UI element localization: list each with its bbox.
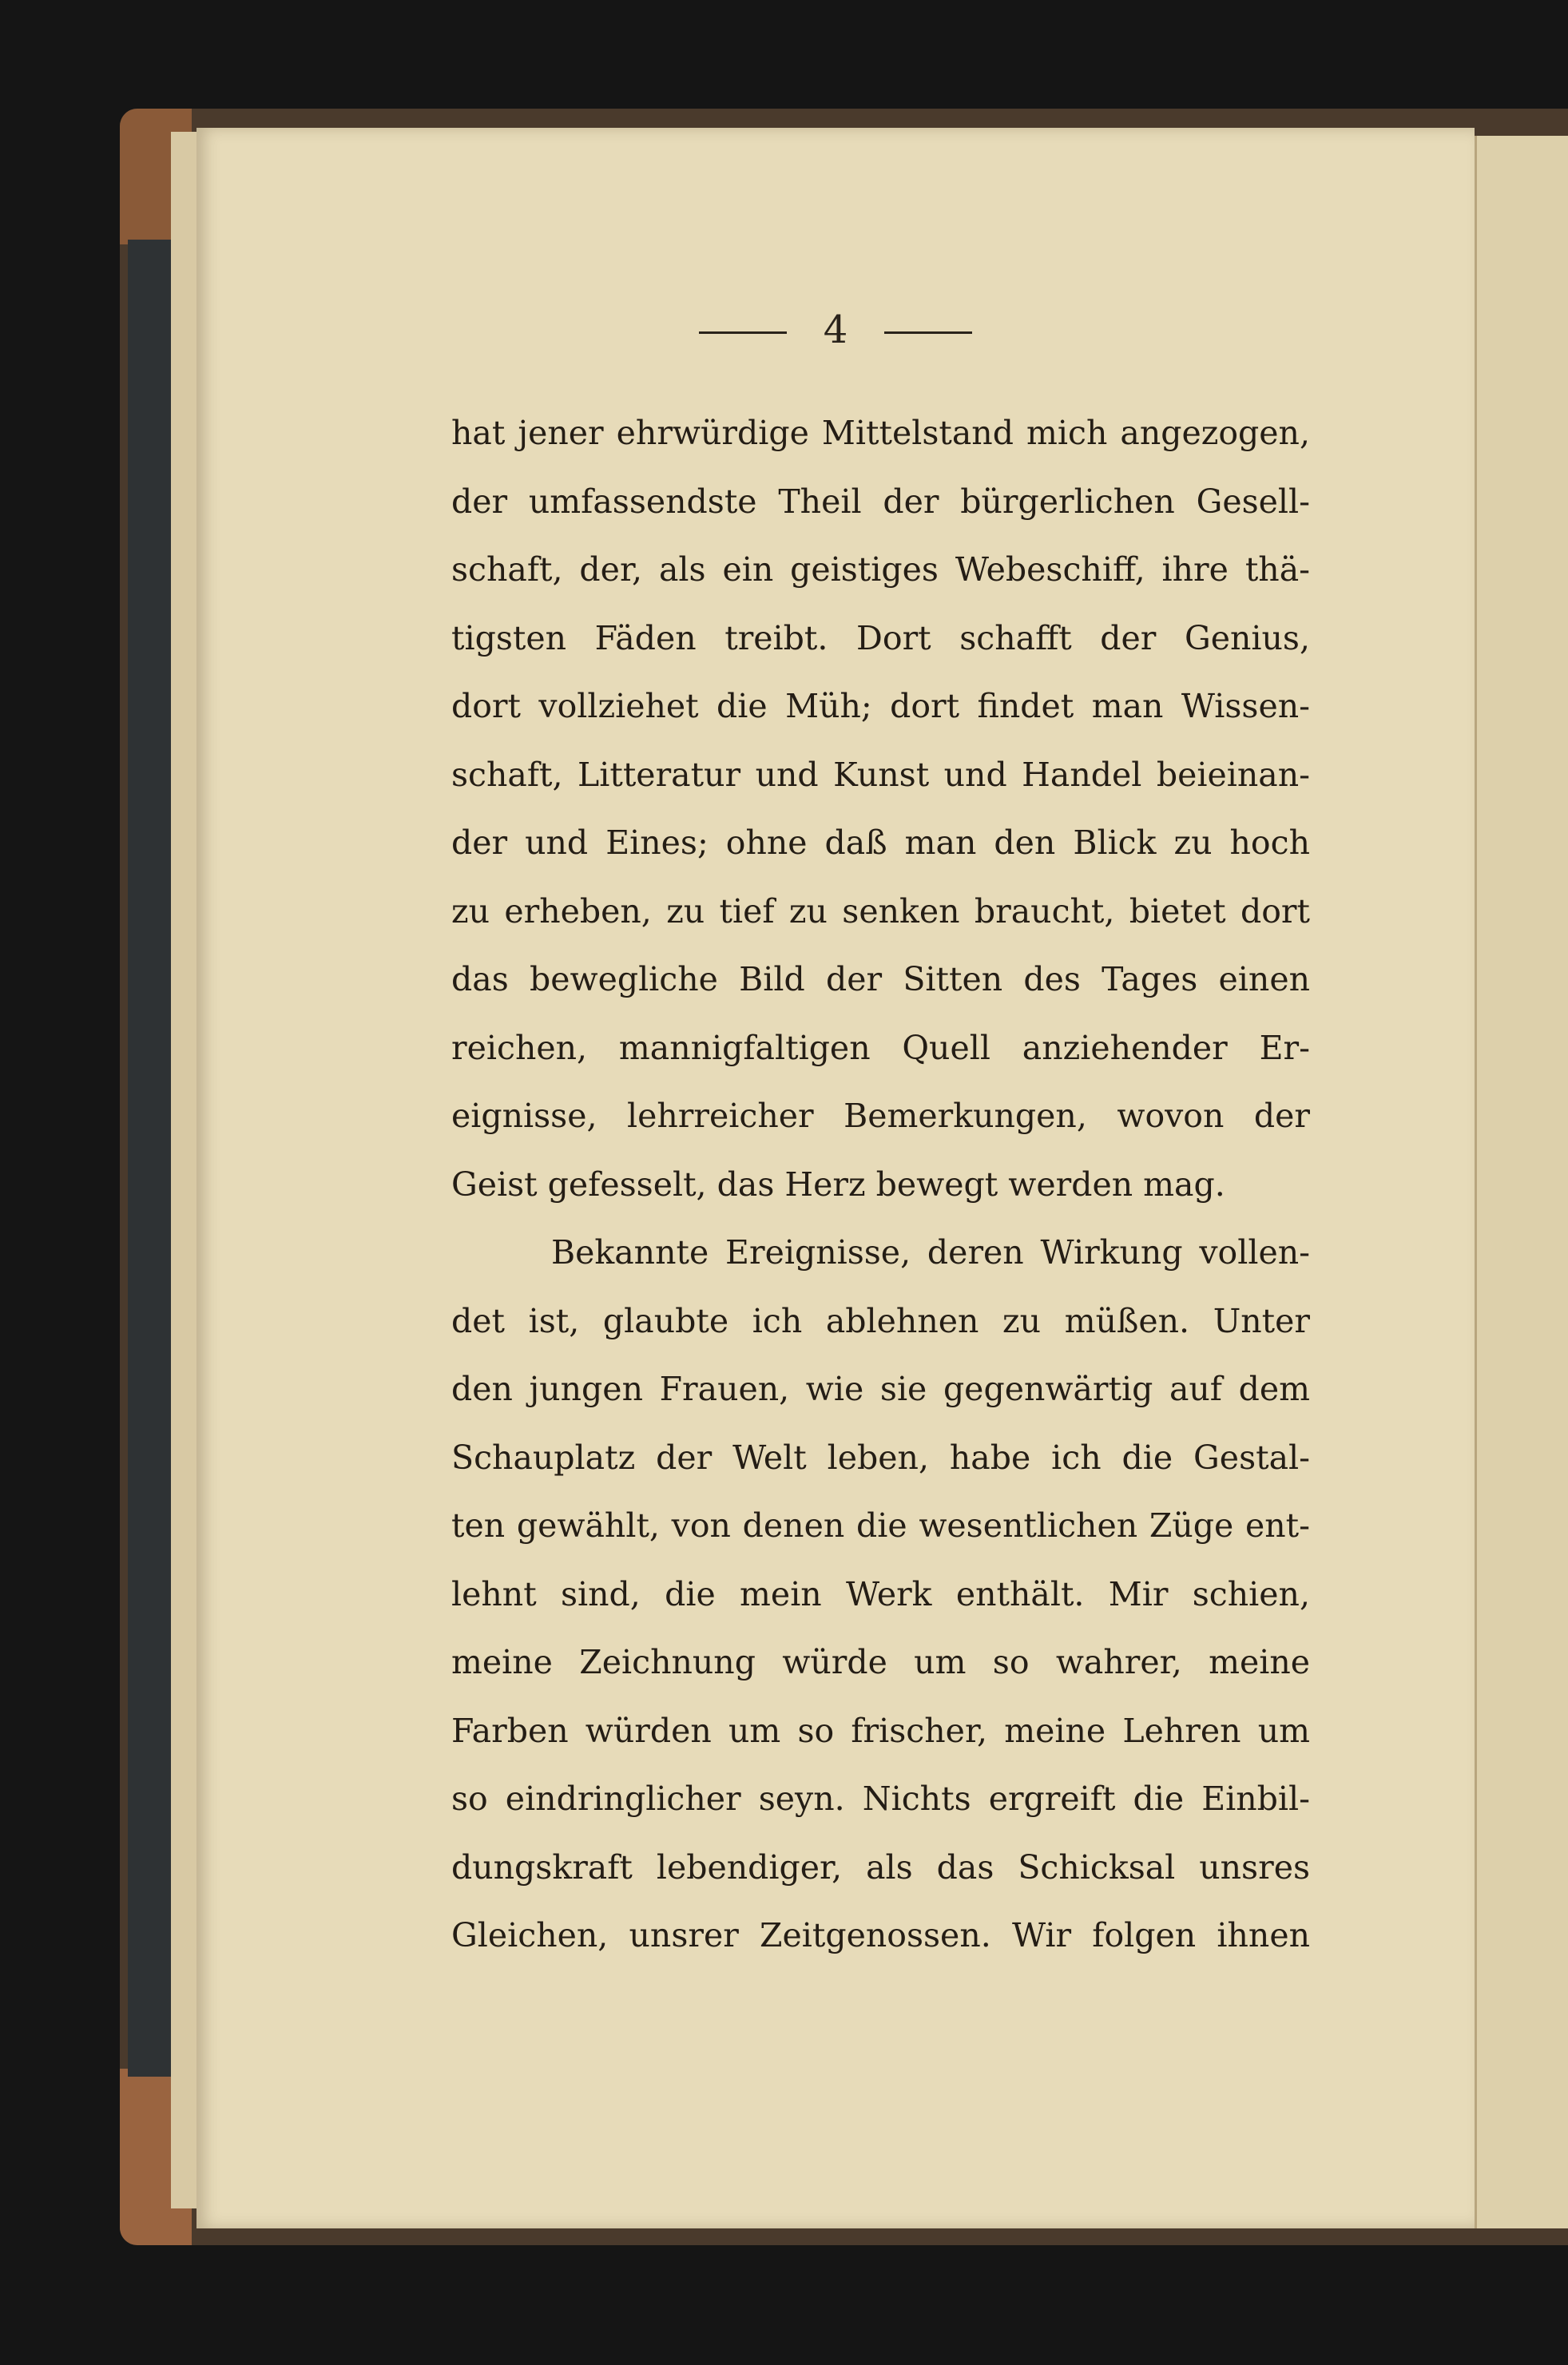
header-rule-right — [884, 331, 972, 334]
text-line: schaft, Litteratur und Kunst und Handel beieinan- — [451, 755, 1310, 794]
text-line: meine Zeichnung würde um so wahrer, meine — [451, 1643, 1310, 1681]
text-line: Bekannte Ereignisse, deren Wirkung vollen- — [551, 1233, 1310, 1272]
text-line: zu erheben, zu tief zu senken braucht, bietet dort — [451, 891, 1310, 931]
text-line: det ist, glaubte ich ablehnen zu müßen. Unter — [451, 1301, 1310, 1340]
body-text — [451, 399, 1310, 1970]
page-header — [196, 308, 1475, 355]
text-line: Schauplatz der Welt leben, habe ich die Gestal- — [451, 1438, 1310, 1477]
text-line: den jungen Frauen, wie sie gegenwärtig auf dem — [451, 1370, 1310, 1408]
text-line: der und Eines; ohne daß man den Blick zu hoch — [451, 823, 1310, 862]
text-line: lehnt sind, die mein Werk enthält. Mir schien, — [451, 1574, 1310, 1613]
text-line: hat jener ehrwürdige Mittelstand mich angezogen, — [451, 414, 1310, 452]
text-line: so eindringlicher seyn. Nichts ergreift die Einbil- — [451, 1780, 1310, 1818]
text-line: das bewegliche Bild der Sitten des Tages einen — [451, 960, 1310, 998]
text-line: Farben würden um so frischer, meine Lehren um — [451, 1711, 1310, 1750]
text-line: Gleichen, unsrer Zeitgenossen. Wir folgen ihnen — [451, 1916, 1310, 1954]
text-line: ten gewählt, von denen die wesentlichen Züge ent- — [451, 1506, 1310, 1545]
next-page-edge — [1475, 136, 1568, 2228]
page-edge — [171, 132, 200, 2208]
text-line: eignisse, lehrreicher Bemerkungen, wovon der — [451, 1097, 1310, 1135]
text-line: der umfassendste Theil der bürgerlichen Gesell- — [451, 482, 1310, 521]
text-line: schaft, der, als ein geistiges Webeschiff, ihre thä- — [451, 550, 1310, 589]
text-line: tigsten Fäden treibt. Dort schafft der Genius, — [451, 618, 1310, 657]
header-rule-left — [699, 331, 787, 334]
text-line: Geist gefesselt, das Herz bewegt werden mag. — [451, 1165, 1225, 1204]
text-line: reichen, mannigfaltigen Quell anziehender Er- — [451, 1028, 1310, 1067]
text-line: dort vollziehet die Müh; dort findet man Wissen- — [451, 687, 1310, 725]
page-number: 4 — [823, 308, 848, 352]
text-line: dungskraft lebendiger, als das Schicksal unsres — [451, 1847, 1310, 1887]
